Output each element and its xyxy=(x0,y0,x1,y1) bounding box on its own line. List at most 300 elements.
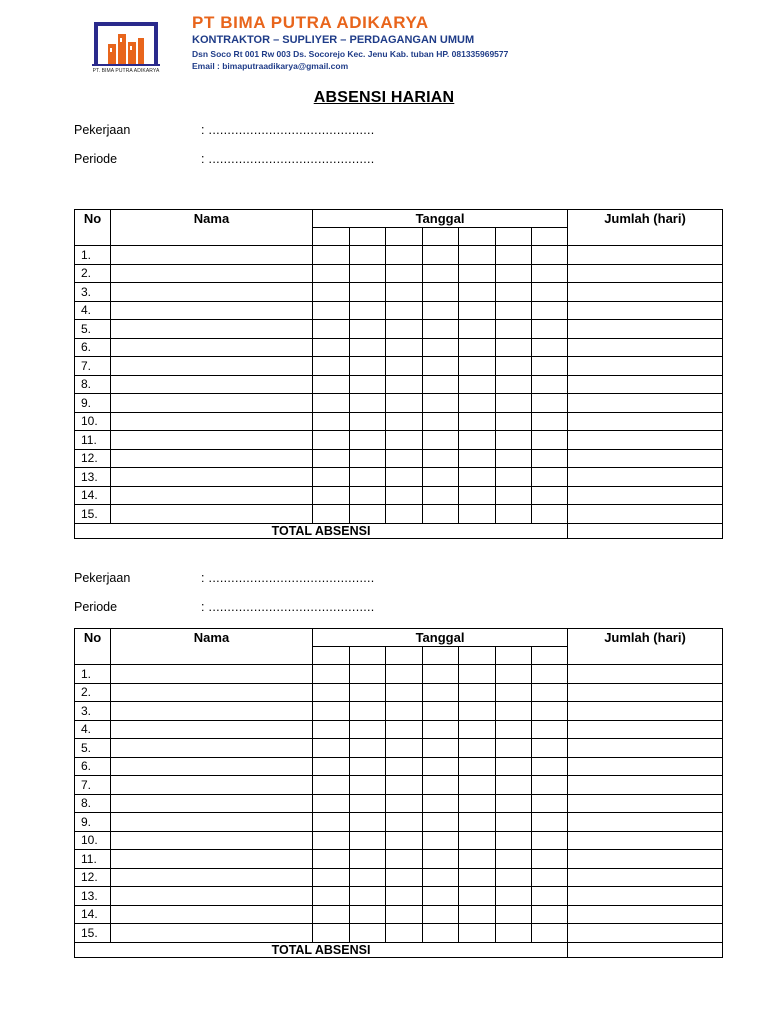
date-column-cell[interactable] xyxy=(423,647,459,665)
date-cell[interactable] xyxy=(496,850,532,869)
date-cell[interactable] xyxy=(313,757,350,776)
date-cell[interactable] xyxy=(459,486,496,505)
header-nama: Nama xyxy=(111,210,313,246)
date-column-cell[interactable] xyxy=(386,228,423,246)
date-cell[interactable] xyxy=(313,412,350,431)
attendance-rows xyxy=(75,665,723,943)
date-cell[interactable] xyxy=(386,850,423,869)
name-cell[interactable] xyxy=(111,394,313,413)
date-cell[interactable] xyxy=(459,665,496,684)
name-cell[interactable] xyxy=(111,320,313,339)
jumlah-cell[interactable] xyxy=(568,720,723,739)
date-cell[interactable] xyxy=(313,394,350,413)
jumlah-cell[interactable] xyxy=(568,375,723,394)
date-cell[interactable] xyxy=(532,831,568,850)
jumlah-cell[interactable] xyxy=(568,264,723,283)
table-row xyxy=(75,375,723,394)
date-cell[interactable] xyxy=(532,486,568,505)
date-cell[interactable] xyxy=(459,449,496,468)
name-cell[interactable] xyxy=(111,468,313,487)
date-cell[interactable] xyxy=(350,412,386,431)
date-cell[interactable] xyxy=(532,776,568,795)
jumlah-cell[interactable] xyxy=(568,449,723,468)
date-cell[interactable] xyxy=(350,757,386,776)
date-cell[interactable] xyxy=(313,794,350,813)
date-cell[interactable] xyxy=(313,449,350,468)
date-cell[interactable] xyxy=(386,301,423,320)
date-cell[interactable] xyxy=(532,394,568,413)
date-cell[interactable] xyxy=(496,776,532,795)
date-column-cell[interactable] xyxy=(350,228,386,246)
date-cell[interactable] xyxy=(532,449,568,468)
date-cell[interactable] xyxy=(532,702,568,721)
date-cell[interactable] xyxy=(423,246,459,265)
date-cell[interactable] xyxy=(386,813,423,832)
date-cell[interactable] xyxy=(386,868,423,887)
date-cell[interactable] xyxy=(532,283,568,302)
date-cell[interactable] xyxy=(496,813,532,832)
date-cell[interactable] xyxy=(532,320,568,339)
date-column-cell[interactable] xyxy=(459,228,496,246)
date-cell[interactable] xyxy=(459,887,496,906)
date-cell[interactable] xyxy=(532,794,568,813)
date-cell[interactable] xyxy=(423,449,459,468)
date-cell[interactable] xyxy=(386,394,423,413)
name-cell[interactable] xyxy=(111,924,313,943)
jumlah-cell[interactable] xyxy=(568,320,723,339)
date-cell[interactable] xyxy=(350,776,386,795)
total-absensi-value[interactable] xyxy=(568,942,723,957)
jumlah-cell[interactable] xyxy=(568,776,723,795)
date-cell[interactable] xyxy=(459,301,496,320)
date-cell[interactable] xyxy=(313,702,350,721)
date-cell[interactable] xyxy=(313,505,350,524)
jumlah-cell[interactable] xyxy=(568,794,723,813)
date-cell[interactable] xyxy=(496,449,532,468)
date-column-cell[interactable] xyxy=(496,647,532,665)
date-cell[interactable] xyxy=(350,264,386,283)
date-cell[interactable] xyxy=(496,375,532,394)
periode-line xyxy=(74,152,375,166)
date-cell[interactable] xyxy=(496,486,532,505)
date-cell[interactable] xyxy=(532,468,568,487)
company-email: Email : bimaputraadikarya@gmail.com xyxy=(192,61,349,71)
name-cell[interactable] xyxy=(111,431,313,450)
date-cell[interactable] xyxy=(532,813,568,832)
date-cell[interactable] xyxy=(496,246,532,265)
date-cell[interactable] xyxy=(313,338,350,357)
date-cell[interactable] xyxy=(313,486,350,505)
date-cell[interactable] xyxy=(459,850,496,869)
date-cell[interactable] xyxy=(313,683,350,702)
date-cell[interactable] xyxy=(496,665,532,684)
name-cell[interactable] xyxy=(111,449,313,468)
date-cell[interactable] xyxy=(496,468,532,487)
date-cell[interactable] xyxy=(532,850,568,869)
date-column-cell[interactable] xyxy=(313,228,350,246)
date-cell[interactable] xyxy=(350,301,386,320)
jumlah-cell[interactable] xyxy=(568,924,723,943)
date-cell[interactable] xyxy=(532,246,568,265)
date-cell[interactable] xyxy=(496,301,532,320)
date-cell[interactable] xyxy=(386,320,423,339)
date-cell[interactable] xyxy=(423,757,459,776)
date-cell[interactable] xyxy=(496,868,532,887)
date-cell[interactable] xyxy=(386,739,423,758)
date-cell[interactable] xyxy=(532,338,568,357)
date-cell[interactable] xyxy=(423,320,459,339)
date-cell[interactable] xyxy=(386,924,423,943)
date-column-cell[interactable] xyxy=(459,647,496,665)
date-cell[interactable] xyxy=(532,868,568,887)
date-cell[interactable] xyxy=(459,868,496,887)
date-cell[interactable] xyxy=(532,505,568,524)
date-cell[interactable] xyxy=(496,357,532,376)
date-cell[interactable] xyxy=(350,320,386,339)
date-cell[interactable] xyxy=(532,720,568,739)
date-cell[interactable] xyxy=(386,486,423,505)
date-cell[interactable] xyxy=(386,431,423,450)
date-cell[interactable] xyxy=(313,468,350,487)
table-row xyxy=(75,776,723,795)
name-cell[interactable] xyxy=(111,887,313,906)
jumlah-cell[interactable] xyxy=(568,887,723,906)
date-cell[interactable] xyxy=(423,301,459,320)
jumlah-cell[interactable] xyxy=(568,486,723,505)
date-cell[interactable] xyxy=(459,702,496,721)
date-cell[interactable] xyxy=(496,264,532,283)
date-cell[interactable] xyxy=(423,850,459,869)
jumlah-cell[interactable] xyxy=(568,757,723,776)
date-cell[interactable] xyxy=(423,338,459,357)
date-cell[interactable] xyxy=(313,301,350,320)
date-cell[interactable] xyxy=(496,412,532,431)
jumlah-cell[interactable] xyxy=(568,683,723,702)
date-cell[interactable] xyxy=(459,468,496,487)
date-cell[interactable] xyxy=(459,394,496,413)
row-number: 14. xyxy=(75,486,111,505)
name-cell[interactable] xyxy=(111,794,313,813)
date-cell[interactable] xyxy=(532,924,568,943)
date-cell[interactable] xyxy=(532,264,568,283)
date-cell[interactable] xyxy=(423,887,459,906)
jumlah-cell[interactable] xyxy=(568,702,723,721)
jumlah-cell[interactable] xyxy=(568,739,723,758)
date-cell[interactable] xyxy=(423,431,459,450)
name-cell[interactable] xyxy=(111,665,313,684)
date-cell[interactable] xyxy=(423,739,459,758)
date-cell[interactable] xyxy=(386,757,423,776)
date-cell[interactable] xyxy=(496,702,532,721)
date-cell[interactable] xyxy=(423,283,459,302)
date-cell[interactable] xyxy=(350,850,386,869)
date-cell[interactable] xyxy=(496,283,532,302)
date-cell[interactable] xyxy=(459,283,496,302)
date-cell[interactable] xyxy=(386,720,423,739)
date-cell[interactable] xyxy=(423,720,459,739)
date-cell[interactable] xyxy=(532,739,568,758)
date-cell[interactable] xyxy=(423,412,459,431)
name-cell[interactable] xyxy=(111,412,313,431)
header-no: No xyxy=(75,210,111,246)
date-cell[interactable] xyxy=(459,831,496,850)
date-cell[interactable] xyxy=(350,905,386,924)
date-cell[interactable] xyxy=(350,375,386,394)
date-cell[interactable] xyxy=(496,887,532,906)
date-cell[interactable] xyxy=(350,831,386,850)
date-cell[interactable] xyxy=(350,449,386,468)
date-cell[interactable] xyxy=(386,831,423,850)
date-cell[interactable] xyxy=(423,868,459,887)
date-cell[interactable] xyxy=(350,868,386,887)
date-cell[interactable] xyxy=(459,246,496,265)
date-cell[interactable] xyxy=(386,468,423,487)
jumlah-cell[interactable] xyxy=(568,813,723,832)
name-cell[interactable] xyxy=(111,375,313,394)
date-cell[interactable] xyxy=(313,720,350,739)
date-cell[interactable] xyxy=(350,794,386,813)
date-cell[interactable] xyxy=(532,357,568,376)
date-cell[interactable] xyxy=(423,468,459,487)
date-cell[interactable] xyxy=(386,683,423,702)
date-cell[interactable] xyxy=(386,264,423,283)
date-cell[interactable] xyxy=(313,431,350,450)
date-cell[interactable] xyxy=(459,320,496,339)
date-column-cell[interactable] xyxy=(496,228,532,246)
date-cell[interactable] xyxy=(423,905,459,924)
date-cell[interactable] xyxy=(423,831,459,850)
jumlah-cell[interactable] xyxy=(568,850,723,869)
date-cell[interactable] xyxy=(459,905,496,924)
date-cell[interactable] xyxy=(386,449,423,468)
header-tanggal: Tanggal xyxy=(313,629,568,647)
date-cell[interactable] xyxy=(423,702,459,721)
date-cell[interactable] xyxy=(496,720,532,739)
jumlah-cell[interactable] xyxy=(568,831,723,850)
date-column-cell[interactable] xyxy=(386,647,423,665)
date-cell[interactable] xyxy=(496,794,532,813)
date-cell[interactable] xyxy=(350,486,386,505)
date-cell[interactable] xyxy=(386,794,423,813)
jumlah-cell[interactable] xyxy=(568,468,723,487)
date-cell[interactable] xyxy=(423,813,459,832)
name-cell[interactable] xyxy=(111,739,313,758)
date-cell[interactable] xyxy=(423,924,459,943)
date-cell[interactable] xyxy=(496,431,532,450)
date-cell[interactable] xyxy=(386,357,423,376)
date-cell[interactable] xyxy=(496,831,532,850)
date-cell[interactable] xyxy=(459,505,496,524)
date-cell[interactable] xyxy=(459,357,496,376)
date-cell[interactable] xyxy=(423,505,459,524)
pekerjaan-label: Pekerjaan xyxy=(74,123,131,137)
date-cell[interactable] xyxy=(386,246,423,265)
date-cell[interactable] xyxy=(313,739,350,758)
date-cell[interactable] xyxy=(532,887,568,906)
jumlah-cell[interactable] xyxy=(568,338,723,357)
jumlah-cell[interactable] xyxy=(568,431,723,450)
name-cell[interactable] xyxy=(111,283,313,302)
name-cell[interactable] xyxy=(111,776,313,795)
date-cell[interactable] xyxy=(459,757,496,776)
date-column-cell[interactable] xyxy=(350,647,386,665)
jumlah-cell[interactable] xyxy=(568,357,723,376)
date-cell[interactable] xyxy=(386,505,423,524)
date-cell[interactable] xyxy=(532,905,568,924)
date-cell[interactable] xyxy=(350,357,386,376)
date-cell[interactable] xyxy=(532,431,568,450)
date-column-cell[interactable] xyxy=(313,647,350,665)
table-row xyxy=(75,320,723,339)
date-cell[interactable] xyxy=(423,486,459,505)
date-cell[interactable] xyxy=(423,394,459,413)
date-cell[interactable] xyxy=(350,683,386,702)
name-cell[interactable] xyxy=(111,264,313,283)
date-cell[interactable] xyxy=(532,757,568,776)
date-cell[interactable] xyxy=(532,412,568,431)
date-cell[interactable] xyxy=(423,375,459,394)
date-cell[interactable] xyxy=(350,468,386,487)
date-cell[interactable] xyxy=(350,720,386,739)
date-cell[interactable] xyxy=(350,338,386,357)
date-cell[interactable] xyxy=(313,776,350,795)
jumlah-cell[interactable] xyxy=(568,246,723,265)
date-cell[interactable] xyxy=(459,683,496,702)
date-cell[interactable] xyxy=(423,264,459,283)
date-cell[interactable] xyxy=(459,739,496,758)
date-cell[interactable] xyxy=(459,412,496,431)
date-cell[interactable] xyxy=(496,757,532,776)
date-cell[interactable] xyxy=(496,739,532,758)
row-number: 1. xyxy=(75,665,111,684)
date-cell[interactable] xyxy=(423,357,459,376)
name-cell[interactable] xyxy=(111,486,313,505)
date-cell[interactable] xyxy=(350,431,386,450)
date-cell[interactable] xyxy=(313,813,350,832)
date-cell[interactable] xyxy=(350,394,386,413)
date-cell[interactable] xyxy=(386,283,423,302)
name-cell[interactable] xyxy=(111,905,313,924)
name-cell[interactable] xyxy=(111,757,313,776)
date-cell[interactable] xyxy=(350,702,386,721)
date-cell[interactable] xyxy=(313,320,350,339)
date-cell[interactable] xyxy=(386,776,423,795)
jumlah-cell[interactable] xyxy=(568,505,723,524)
name-cell[interactable] xyxy=(111,357,313,376)
name-cell[interactable] xyxy=(111,868,313,887)
date-cell[interactable] xyxy=(386,702,423,721)
date-cell[interactable] xyxy=(423,794,459,813)
total-absensi-value[interactable] xyxy=(568,523,723,538)
date-cell[interactable] xyxy=(496,394,532,413)
jumlah-cell[interactable] xyxy=(568,394,723,413)
date-cell[interactable] xyxy=(313,850,350,869)
date-cell[interactable] xyxy=(313,264,350,283)
date-cell[interactable] xyxy=(496,905,532,924)
date-column-cell[interactable] xyxy=(532,647,568,665)
date-cell[interactable] xyxy=(350,283,386,302)
date-cell[interactable] xyxy=(313,375,350,394)
name-cell[interactable] xyxy=(111,505,313,524)
date-cell[interactable] xyxy=(313,665,350,684)
row-number: 15. xyxy=(75,505,111,524)
date-cell[interactable] xyxy=(496,320,532,339)
date-column-cell[interactable] xyxy=(423,228,459,246)
jumlah-cell[interactable] xyxy=(568,905,723,924)
name-cell[interactable] xyxy=(111,338,313,357)
date-cell[interactable] xyxy=(459,924,496,943)
name-cell[interactable] xyxy=(111,702,313,721)
date-cell[interactable] xyxy=(459,375,496,394)
date-cell[interactable] xyxy=(496,338,532,357)
date-cell[interactable] xyxy=(423,683,459,702)
date-cell[interactable] xyxy=(532,375,568,394)
date-cell[interactable] xyxy=(496,924,532,943)
date-cell[interactable] xyxy=(386,887,423,906)
date-cell[interactable] xyxy=(313,283,350,302)
date-cell[interactable] xyxy=(386,905,423,924)
date-cell[interactable] xyxy=(386,665,423,684)
date-cell[interactable] xyxy=(532,683,568,702)
date-cell[interactable] xyxy=(459,720,496,739)
date-cell[interactable] xyxy=(423,776,459,795)
name-cell[interactable] xyxy=(111,301,313,320)
date-cell[interactable] xyxy=(532,665,568,684)
jumlah-cell[interactable] xyxy=(568,412,723,431)
jumlah-cell[interactable] xyxy=(568,665,723,684)
date-cell[interactable] xyxy=(350,813,386,832)
date-cell[interactable] xyxy=(350,924,386,943)
name-cell[interactable] xyxy=(111,683,313,702)
date-cell[interactable] xyxy=(423,665,459,684)
date-cell[interactable] xyxy=(496,505,532,524)
date-cell[interactable] xyxy=(386,338,423,357)
date-cell[interactable] xyxy=(459,794,496,813)
name-cell[interactable] xyxy=(111,831,313,850)
jumlah-cell[interactable] xyxy=(568,283,723,302)
date-cell[interactable] xyxy=(350,665,386,684)
date-cell[interactable] xyxy=(459,338,496,357)
date-cell[interactable] xyxy=(313,357,350,376)
date-cell[interactable] xyxy=(313,868,350,887)
date-cell[interactable] xyxy=(313,831,350,850)
name-cell[interactable] xyxy=(111,850,313,869)
date-cell[interactable] xyxy=(350,887,386,906)
date-cell[interactable] xyxy=(459,264,496,283)
date-cell[interactable] xyxy=(459,431,496,450)
name-cell[interactable] xyxy=(111,246,313,265)
jumlah-cell[interactable] xyxy=(568,301,723,320)
attendance-table xyxy=(74,628,723,958)
date-cell[interactable] xyxy=(313,887,350,906)
date-cell[interactable] xyxy=(350,246,386,265)
date-cell[interactable] xyxy=(459,776,496,795)
date-cell[interactable] xyxy=(386,412,423,431)
date-cell[interactable] xyxy=(313,246,350,265)
date-cell[interactable] xyxy=(386,375,423,394)
date-cell[interactable] xyxy=(313,924,350,943)
date-cell[interactable] xyxy=(496,683,532,702)
date-cell[interactable] xyxy=(459,813,496,832)
name-cell[interactable] xyxy=(111,720,313,739)
date-cell[interactable] xyxy=(350,739,386,758)
date-cell[interactable] xyxy=(313,905,350,924)
name-cell[interactable] xyxy=(111,813,313,832)
jumlah-cell[interactable] xyxy=(568,868,723,887)
date-column-cell[interactable] xyxy=(532,228,568,246)
date-cell[interactable] xyxy=(532,301,568,320)
date-cell[interactable] xyxy=(350,505,386,524)
